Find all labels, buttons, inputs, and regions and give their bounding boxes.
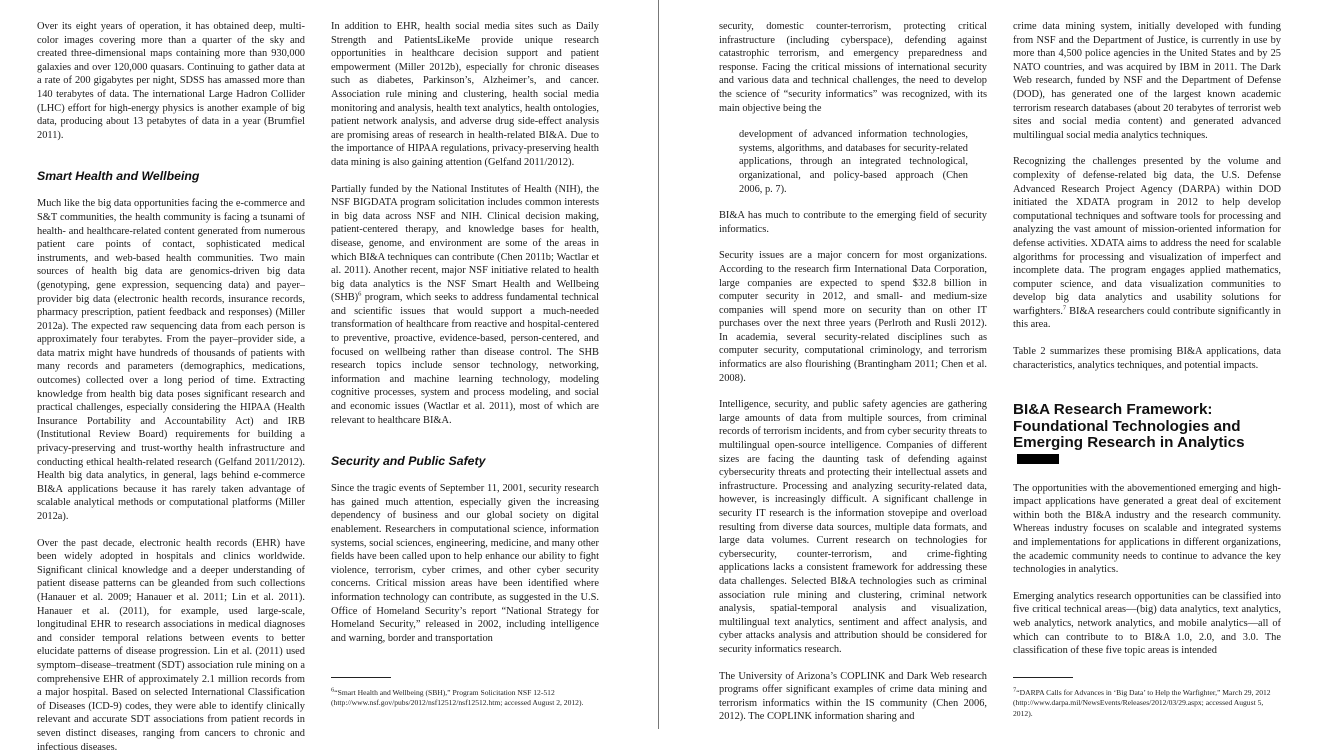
paragraph-coplink: The University of Arizona’s COPLINK and Dark Web research programs offer significant examples of crime data mining and terrorism informatics within the IS community (Chen 2006, 2012). The COPLINK information sharing and (719, 670, 987, 723)
paragraph-sdss: Over its eight years of operation, it has obtained deep, multi-color images covering more than a quarter of the sky and created three-dimensional maps containing more than 930,000 galaxies and over 120,000 quasars. Continuing to gather data at a rate of 200 gigabytes per night, SDSS has amassed more than 140 terabytes of data. The international Large Hadron Collider (LHC) effort for high-energy physics is another example of big data, producing about 13 petabytes of data in a year (Brumfiel 2011). (37, 21, 305, 141)
paragraph-security-issues: Security issues are a major concern for most organizations. According to the research firm International Data Corporation, large companies are expected to spend $32.8 billion in computer security in 2012, and small- and medium-size companies will spend more on security than on other IT purchases over the next three years (Perlroth and Rusli 2012). In academia, several security-related disciplines such as computer security, computational criminology, and terrorism informatics are also flourishing (Brantingham 2011; Chen et al. 2008). (719, 250, 987, 384)
footnote-7: $^7$“DARPA Calls for Advances in ‘Big Data’ to Help the Warfighter,” March 29, 2012 (http://www.darpa.mil/NewsEvents/Releases/2012/03/29.aspx; accessed August 5, 2012). (1013, 686, 1271, 718)
paragraph-security-informatics: security, domestic counter-terrorism, protecting critical infrastructure (including cyberspace), defending against catastrophic terrorism, and emergency preparedness and response. Facing the critical missions of international security and various data and technical challenges, the need to develop the science of “security informatics” was recognized, with its main objective being the (719, 21, 987, 114)
section-heading-security: Security and Public Safety (331, 454, 486, 469)
paragraph-emerging-analytics: Emerging analytics research opportunities can be classified into five critical technical areas—(big) data analytics, text analytics, web analytics, network analytics, and mobile analytics—all of which can contribute to to BI&A 1.0, 2.0, and 3.0. The classification of these five topic areas is intended (1013, 590, 1281, 657)
paragraph-intelligence: Intelligence, security, and public safety agencies are gathering large amounts of data from multiple sources, from criminal records of terrorism incidents, and from cyber security threats to multilingual open-source intelligence. Companies of different sizes are facing the daunting task of defending against cybersecurity threats and protecting their intellectual assets and infrastructure. Processing and analyzing security-related data, however, is increasingly difficult. A significant challenge in security IT research is the information stovepipe and overload resulting from diverse data sources, multiple data formats, and large data volumes. Current research on technologies for cybersecurity, counter-terrorism, and crime-fighting applications lacks a consistent framework for addressing these data challenges. Selected BI&A technologies such as criminal association rule mining and clustering, criminal network analysis, spatial-temporal analysis and visualization, multilingual text analytics, sentiment and affect analysis, and cyber attacks analysis and attribution should be considered for security informatics research. (719, 399, 987, 655)
footnote-rule (331, 677, 391, 678)
column-2 (331, 20, 599, 645)
footnote-ref-6: 6 (358, 290, 362, 298)
block-quote: development of advanced information technologies, systems, algorithms, and databases for security-related applications, through an integrated technological, organizational, and policy-based approach (Chen 2006, p. 7). (739, 129, 968, 195)
section-heading-framework: BI&A Research Framework: Foundational Technologies and Emerging Research in Analytics (1013, 402, 1281, 468)
paragraph-crime-data-mining: crime data mining system, initially developed with funding from NSF and the Department of Justice, is currently in use by more than 4,500 police agencies in the United States and by 25 NATO countries, and was acquired by IBM in 2011. The Dark Web research, funded by NSF and the Department of Defense (DOD), has generated one of the largest known academic terrorism research databases (about 20 terabytes of terrorist web sites and social media content) and generated advanced multilingual social media analytics techniques. (1013, 21, 1281, 141)
column-4 (1013, 20, 1281, 658)
paragraph-darpa-xdata: Recognizing the challenges presented by the volume and complexity of defense-related big data, the U.S. Defense Advanced Research Project Agency (DARPA) within DOD initiated the XDATA program in 2012 to help develop computational techniques and software tools for processing and analyzing the vast amount of mission-oriented information for defense activities. XDATA aims to address the need for scalable algorithms for processing and visualization of imperfect and incomplete data. The program engages applied mathematics, computer science, and data visualization communities to develop big data analytics and usability solutions for warfighters.$^7$ BI&A researchers could contribute significantly in this area. (1013, 156, 1281, 331)
column-3 (719, 20, 987, 724)
footnote-ref-7: 7 (1062, 304, 1067, 312)
paragraph-health-social-media: In addition to EHR, health social media sites such as Daily Strength and PatientsLikeMe provide unique research opportunities in healthcare decision support and patient empowerment (Miller 2012b), especially for chronic diseases such as diabetes, Parkinson’s, Alzheimer’s, and cancer. Association rule mining and clustering, health social media monitoring and analysis, health text analytics, health ontologies, patient network analysis, and adverse drug side-effect analysis are promising areas of research in health-related BI&A. Due to the importance of HIPAA regulations, privacy-preserving health data mining is also gaining attention (Gelfand 2011/2012). (331, 21, 599, 168)
section-heading-smart-health: Smart Health and Wellbeing (37, 169, 200, 184)
footnote-rule (1013, 677, 1073, 678)
footnote-6: $^6$“Smart Health and Wellbeing (SBH),” Program Solicitation NSF 12-512 (http://www.nsf.gov/pubs/2012/nsf12512/nsf12512.htm; accessed August 2, 2012). (331, 686, 584, 708)
paragraph-opportunities: The opportunities with the abovementioned emerging and high-impact applications have generated a great deal of excitement within both the BI&A industry and the research community. Whereas industry focuses on scalable and integrated systems and implementations for applications in different organizations, the academic community needs to continue to advance the key technologies in analytics. (1013, 482, 1281, 576)
paragraph-september-11: Since the tragic events of September 11, 2001, security research has gained much attention, especially given the increasing dependency of business and our global society on digital enablement. Researchers in computational science, information systems, social sciences, engineering, medicine, and many other fields have been called upon to help enhance our ability to fight violence, terrorism, cyber crimes, and other cyber security concerns. Critical mission areas have been identified where information technology can contribute, as suggested in the U.S. Office of Homeland Security’s report “National Strategy for Homeland Security,” released in 2002, including intelligence and warning, border and transportation (331, 483, 599, 644)
page-divider (658, 0, 659, 729)
paragraph-ehr: Over the past decade, electronic health records (EHR) have been widely adopted in hospitals and clinics worldwide. Significant clinical knowledge and a deeper understanding of patient disease patterns can be gleanded from such collections (Hanauer et al. 2009; Hanauer et al. 2011; Lin et al. 2011). Hanauer et al. (2011), for example, used large-scale, longitudinal EHR to research associations in medical diagnoses and consider temporal relations between events to better elucidate patterns of disease progression. Lin et al. (2011) used symptom–disease–treatment (SDT) association rule mining on a comprehensive EHR of approximately 2.1 million records from a major hospital. Based on selected International Classification of Diseases (ICD-9) codes, they were able to identify clinically relevant and accurate SDT associations from patient records in seven distinct diseases, ranging from cancers to chronic and infectious diseases. (37, 537, 305, 753)
paragraph-bia-contribution: BI&A has much to contribute to the emerging field of security informatics. (719, 210, 987, 235)
heading-bar (1017, 454, 1059, 464)
paragraph-nsf-bigdata: Partially funded by the National Institutes of Health (NIH), the NSF BIGDATA program solicitation includes common interests in big data across NSF and NIH. Clinical decision making, patient-centered therapy, and knowledge bases for health, disease, genome, and environment are some of the areas in which BI&A techniques can contribute (Chen 2011b; Wactlar et al. 2011). Another recent, major NSF initiative related to health big data analytics is the NSF Smart Health and Wellbeing (SHB)$^6$ program, which seeks to address fundamental technical and scientific issues that would support a much-needed transformation of healthcare from reactive and hospital-centered to preventive, proactive, evidence-based, person-centered, and focused on wellbeing rather than disease control. The SHB research topics include sensor technology, networking, information and machine learning technology, modeling cognitive processes, system and process modeling, and social and economic issues (Wactlar et al. 2011), most of which are relevant to healthcare BI&A. (331, 183, 599, 426)
column-1 (37, 20, 305, 754)
paragraph-table2: Table 2 summarizes these promising BI&A applications, data characteristics, analytics techniques, and potential impacts. (1013, 346, 1281, 371)
paragraph-health-big-data: Much like the big data opportunities facing the e-commerce and S&T communities, the health community is facing a tsunami of health- and healthcare-related content generated from numerous patient care points of contact, sophisticated medical instruments, and web-based health communities. Two main sources of health big data are genomics-driven big data (genotyping, gene expression, sequencing data) and payer–provider big data (electronic health records, insurance records, pharmacy prescription, patient feedback and responses) (Miller 2012a). The expected raw sequencing data from each person is approximately four terabytes. From the payer–provider side, a data matrix might have hundreds of thousands of patients with many records and parameters (demographics, medications, outcomes) collected over a long period of time. Extracting knowledge from health big data poses significant research and practical challenges, especially considering the HIPAA (Health Insurance Portability and Accountability Act) and IRB (Institutional Review Board) requirements for building a privacy-preserving and trust-worthy health infrastructure and conducting ethical health-related research (Gelfand 2011/2012). Health big data analytics, in general, lags behind e-commerce BI&A applications because it has rarely taken advantage of scalable analytical methods or computational platforms (Miller 2012a). (37, 198, 305, 522)
